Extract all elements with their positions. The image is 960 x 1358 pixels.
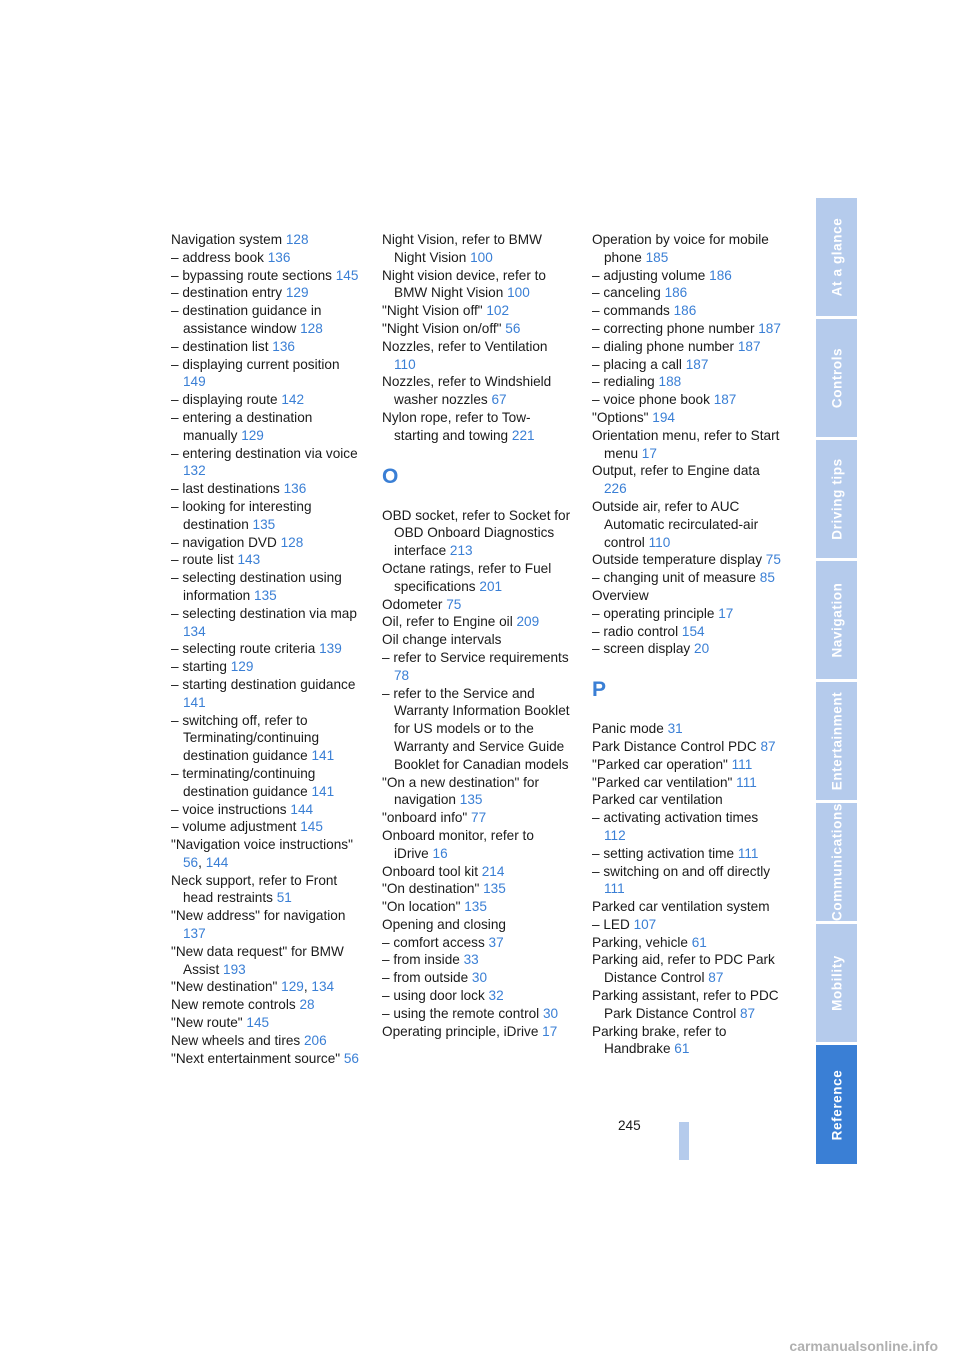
index-entry xyxy=(382,987,572,1005)
index-entry xyxy=(382,338,572,374)
page-reference-link[interactable]: 110 xyxy=(648,534,671,550)
index-entry xyxy=(171,658,361,676)
index-entry xyxy=(382,267,572,303)
page-reference-link[interactable]: 100 xyxy=(470,249,493,265)
page-reference-link[interactable]: 33 xyxy=(463,952,479,968)
index-entry xyxy=(382,774,572,810)
index-entry xyxy=(171,231,361,249)
index-entry-text: Nozzles, refer to Ventilation xyxy=(382,338,548,354)
index-entry-text: – destination guidance in assistance window xyxy=(171,303,322,336)
page-reference-link[interactable]: 61 xyxy=(674,1041,690,1057)
page-reference-link[interactable]: 186 xyxy=(664,285,688,301)
page-reference-link[interactable]: 134 xyxy=(311,979,335,995)
index-entry xyxy=(592,551,782,569)
index-entry-text: – starting destination guidance xyxy=(171,676,356,692)
index-entry-text: – operating principle xyxy=(592,605,719,621)
index-entry-text: Parked car ventilation system xyxy=(592,899,770,915)
index-entry xyxy=(382,934,572,952)
page-reference-link[interactable]: 187 xyxy=(737,338,761,354)
index-entry-text: – from inside xyxy=(382,952,464,968)
index-entry xyxy=(592,569,782,587)
page-reference-link[interactable]: 56 xyxy=(183,854,199,870)
index-entry-text: – navigation DVD xyxy=(171,534,281,550)
section-tab-label: At a glance xyxy=(829,217,844,297)
index-entry xyxy=(171,676,361,712)
index-entry-text: "On a new destination" for navigation xyxy=(382,774,540,808)
index-entry-text: "Night Vision on/off" xyxy=(382,320,506,336)
index-entry xyxy=(592,267,782,285)
section-tab-label: Communications xyxy=(829,803,844,921)
page-reference-link[interactable]: 135 xyxy=(464,899,487,915)
index-entry xyxy=(382,409,572,445)
page-reference-link[interactable]: 111 xyxy=(736,774,757,790)
index-entry-text: – from outside xyxy=(382,970,472,986)
page-number-bar xyxy=(679,1122,689,1160)
index-entry-text: Onboard tool kit xyxy=(382,863,482,879)
page-reference-link[interactable]: 209 xyxy=(516,614,540,630)
index-entry xyxy=(382,898,572,916)
index-entry xyxy=(171,978,361,996)
index-entry xyxy=(382,969,572,987)
page-reference-link[interactable]: 56 xyxy=(505,320,521,336)
section-tabs xyxy=(816,198,857,1167)
index-entry xyxy=(171,872,361,908)
page-reference-link[interactable]: 17 xyxy=(542,1023,558,1039)
page-reference-link[interactable]: 136 xyxy=(272,338,295,354)
page-reference-link[interactable]: 144 xyxy=(205,854,229,870)
page-ref-separator: , xyxy=(303,979,312,995)
index-entry xyxy=(382,649,572,685)
page-reference-link[interactable]: 110 xyxy=(394,356,416,372)
index-entry-text: – displaying route xyxy=(171,392,282,408)
index-entry-text: Nozzles, refer to Windshield washer nozzles xyxy=(382,374,552,408)
index-entry xyxy=(171,338,361,356)
page-reference-link[interactable]: 139 xyxy=(319,641,342,657)
index-entry-text: Oil, refer to Engine oil xyxy=(382,614,517,630)
page-reference-link[interactable]: 16 xyxy=(432,845,448,861)
index-entry-text: – LED xyxy=(592,916,634,932)
index-entry-text: Navigation system xyxy=(171,232,286,247)
index-entry xyxy=(592,640,782,658)
page-reference-link[interactable]: 128 xyxy=(300,320,323,336)
index-entry xyxy=(592,987,782,1023)
page-reference-link[interactable]: 145 xyxy=(335,267,359,283)
index-entry xyxy=(382,827,572,863)
index-entry xyxy=(382,507,572,560)
index-entry-text: Park Distance Control PDC xyxy=(592,738,761,754)
index-entry-text: Oil change intervals xyxy=(382,632,502,648)
page-reference-link[interactable]: 135 xyxy=(252,516,276,532)
index-entry-text: Parking brake, refer to Handbrake xyxy=(592,1023,727,1057)
page-reference-link[interactable]: 37 xyxy=(488,934,504,950)
index-entry-text: – placing a call xyxy=(592,356,686,372)
page-reference-link[interactable]: 107 xyxy=(633,916,657,932)
section-tab-label: Navigation xyxy=(829,582,844,658)
index-entry-text: "Parked car operation" xyxy=(592,756,732,772)
index-entry-text: – route list xyxy=(171,552,238,568)
section-tab-navigation[interactable] xyxy=(816,561,857,679)
page-reference-link[interactable]: 141 xyxy=(183,694,206,710)
index-entry xyxy=(171,498,361,534)
index-entry xyxy=(592,934,782,952)
index-entry xyxy=(382,302,572,320)
index-entry-text: – switching on and off directly xyxy=(592,863,771,879)
index-entry xyxy=(592,738,782,756)
page-reference-link[interactable]: 87 xyxy=(760,738,776,754)
index-entry xyxy=(382,863,572,881)
index-entry-text: – switching off, refer to Terminating/continuing destination guidance xyxy=(171,712,320,764)
index-entry xyxy=(382,631,572,649)
index-entry-text: Opening and closing xyxy=(382,916,506,932)
index-entry xyxy=(592,898,782,916)
index-entry xyxy=(592,373,782,391)
page-reference-link[interactable]: 136 xyxy=(283,481,307,497)
index-entry xyxy=(171,836,361,872)
section-tab-label: Reference xyxy=(829,1069,844,1140)
page-reference-link[interactable]: 75 xyxy=(446,596,462,612)
index-entry xyxy=(592,756,782,774)
index-entry-text: "onboard info" xyxy=(382,810,472,826)
page-reference-link[interactable]: 56 xyxy=(343,1050,359,1066)
index-entry-text: – destination entry xyxy=(171,285,286,301)
index-entry-text: – using the remote control xyxy=(382,1005,543,1021)
index-entry xyxy=(382,1005,572,1023)
page-reference-link[interactable]: 226 xyxy=(604,481,627,497)
page-reference-link[interactable]: 143 xyxy=(237,552,261,568)
page-reference-link[interactable]: 31 xyxy=(667,721,683,737)
index-entry-text: – address book xyxy=(171,249,268,265)
section-tab-communications[interactable] xyxy=(816,803,857,921)
index-column-2 xyxy=(382,231,572,1040)
page-reference-link[interactable]: 128 xyxy=(285,232,309,247)
page-reference-link[interactable]: 185 xyxy=(645,249,669,265)
page-reference-link[interactable]: 193 xyxy=(223,961,246,977)
index-entry xyxy=(382,809,572,827)
index-entry xyxy=(171,249,361,267)
page-reference-link[interactable]: 32 xyxy=(488,988,504,1004)
index-entry-text: Night vision device, refer to BMW Night Vision xyxy=(382,267,546,301)
index-entry xyxy=(592,587,782,605)
index-entry-text: Night Vision, refer to BMW Night Vision xyxy=(382,232,542,265)
page-reference-link[interactable]: 186 xyxy=(673,303,697,319)
index-entry xyxy=(171,996,361,1014)
index-entry-text: – entering a destination manually xyxy=(171,409,313,443)
index-entry-text: – entering destination via voice xyxy=(171,445,358,461)
page-reference-link[interactable]: 141 xyxy=(311,748,335,764)
page-reference-link[interactable]: 132 xyxy=(183,463,206,479)
index-entry xyxy=(171,391,361,409)
index-entry xyxy=(382,685,572,774)
page-reference-link[interactable]: 213 xyxy=(449,543,473,559)
index-entry-text: New remote controls xyxy=(171,997,300,1013)
index-entry xyxy=(592,498,782,551)
index-entry-text: "Night Vision off" xyxy=(382,303,487,319)
index-entry xyxy=(171,907,361,943)
page-reference-link[interactable]: 77 xyxy=(471,810,487,826)
page-reference-link[interactable]: 20 xyxy=(694,641,710,657)
index-entry-text: – redialing xyxy=(592,374,659,390)
index-entry xyxy=(592,462,782,498)
index-entry xyxy=(592,863,782,899)
page-reference-link[interactable]: 142 xyxy=(281,392,305,408)
index-entry-text: New wheels and tires xyxy=(171,1032,304,1048)
index-entry xyxy=(171,551,361,569)
index-entry xyxy=(171,1032,361,1050)
index-entry xyxy=(171,480,361,498)
index-entry-text: – refer to the Service and Warranty Information Booklet for US models or to the Warranty and Service Guide Booklet for Canadian models xyxy=(382,685,570,772)
page-reference-link[interactable]: 187 xyxy=(713,392,737,408)
index-entry xyxy=(171,1014,361,1032)
section-tab-label: Driving tips xyxy=(829,458,844,540)
index-entry-text: Overview xyxy=(592,587,649,603)
index-entry-text: – looking for interesting destination xyxy=(171,498,312,532)
index-entry xyxy=(382,596,572,614)
index-entry xyxy=(171,409,361,445)
index-entry-text: – selecting route criteria xyxy=(171,641,320,657)
index-entry xyxy=(592,356,782,374)
index-entry-text: – displaying current position xyxy=(171,356,340,372)
page-reference-link[interactable]: 129 xyxy=(285,285,309,301)
index-entry-text: – voice phone book xyxy=(592,392,714,408)
index-entry-text: – terminating/continuing destination guidance xyxy=(171,765,316,799)
index-entry-text: Operation by voice for mobile phone xyxy=(592,232,769,265)
page-reference-link[interactable]: 111 xyxy=(731,756,753,772)
index-entry-text: Neck support, refer to Front head restraints xyxy=(171,872,338,906)
index-entry xyxy=(171,712,361,765)
index-entry-text: Parked car ventilation xyxy=(592,792,723,808)
index-entry xyxy=(592,231,782,267)
index-entry-text: "New route" xyxy=(171,1015,247,1031)
index-entry xyxy=(171,765,361,801)
index-column-3 xyxy=(592,231,782,1058)
page-reference-link[interactable]: 141 xyxy=(311,783,335,799)
section-tab-mobility[interactable] xyxy=(816,924,857,1042)
page-reference-link[interactable]: 87 xyxy=(740,1005,756,1021)
page-reference-link[interactable]: 206 xyxy=(303,1032,327,1048)
index-entry-text: – activating activation times xyxy=(592,810,759,826)
page-reference-link[interactable]: 187 xyxy=(685,356,709,372)
page-reference-link[interactable]: 135 xyxy=(254,587,277,603)
index-entry xyxy=(382,560,572,596)
index-entry-text: Outside air, refer to AUC Automatic recirculated-air control xyxy=(592,498,759,550)
index-entry-text: "On destination" xyxy=(382,881,484,897)
page-reference-link[interactable]: 28 xyxy=(299,997,315,1013)
index-entry-text: Parking assistant, refer to PDC Park Distance Control xyxy=(592,988,779,1021)
index-entry xyxy=(171,445,361,481)
index-entry xyxy=(171,534,361,552)
index-entry xyxy=(171,302,361,338)
index-entry xyxy=(592,720,782,738)
page-reference-link[interactable]: 102 xyxy=(486,303,510,319)
index-entry-text: – setting activation time xyxy=(592,845,738,861)
page-reference-link[interactable]: 214 xyxy=(481,863,505,879)
index-entry-text: – bypassing route sections xyxy=(171,267,336,283)
index-entry-text: – changing unit of measure xyxy=(592,570,760,586)
page-reference-link[interactable]: 135 xyxy=(483,881,506,897)
index-entry xyxy=(592,774,782,792)
index-entry xyxy=(592,391,782,409)
index-entry-text: – selecting destination via map xyxy=(171,605,357,621)
index-entry-text: Orientation menu, refer to Start menu xyxy=(592,427,780,461)
index-entry xyxy=(171,640,361,658)
page-reference-link[interactable]: 111 xyxy=(604,881,625,897)
watermark: carmanualsonline.info xyxy=(789,1338,938,1354)
index-entry-text: – commands xyxy=(592,303,674,319)
index-entry-text: – adjusting volume xyxy=(592,267,710,283)
page-reference-link[interactable]: 186 xyxy=(709,267,732,283)
index-entry-text: – last destinations xyxy=(171,481,284,497)
index-entry-text: "Parked car ventilation" xyxy=(592,774,737,790)
index-entry-text: Octane ratings, refer to Fuel specifications xyxy=(382,560,552,594)
page-reference-link[interactable]: 112 xyxy=(604,827,626,843)
page-reference-link[interactable]: 78 xyxy=(394,667,410,683)
page-reference-link[interactable]: 87 xyxy=(708,970,724,986)
index-entry-text: – selecting destination using information xyxy=(171,570,342,603)
index-entry-text: Odometer xyxy=(382,596,447,612)
page-ref-separator: , xyxy=(198,854,206,870)
index-entry-text: – voice instructions xyxy=(171,801,291,817)
section-tab-label: Entertainment xyxy=(829,691,844,791)
page-reference-link[interactable]: 100 xyxy=(507,285,530,301)
index-entry xyxy=(592,320,782,338)
page-reference-link[interactable]: 145 xyxy=(300,819,323,835)
page-reference-link[interactable]: 17 xyxy=(641,445,657,461)
index-entry xyxy=(382,320,572,338)
section-tab-label: Mobility xyxy=(829,955,844,1011)
index-entry xyxy=(382,951,572,969)
page-reference-link[interactable]: 51 xyxy=(276,890,292,906)
page-reference-link[interactable]: 201 xyxy=(479,578,503,594)
page-reference-link[interactable]: 221 xyxy=(511,427,535,443)
index-entry-text: "Next entertainment source" xyxy=(171,1050,344,1066)
index-entry-text: – screen display xyxy=(592,641,695,657)
index-entry-text: – correcting phone number xyxy=(592,320,759,336)
index-entry xyxy=(592,916,782,934)
index-entry xyxy=(171,801,361,819)
index-entry xyxy=(592,809,782,845)
index-entry-text: – volume adjustment xyxy=(171,819,301,835)
page-reference-link[interactable]: 136 xyxy=(267,249,291,265)
index-entry-text: "New destination" xyxy=(171,979,282,995)
page-reference-link[interactable]: 61 xyxy=(691,934,707,950)
index-entry xyxy=(382,231,572,267)
page-reference-link[interactable]: 67 xyxy=(491,392,507,408)
index-entry xyxy=(592,427,782,463)
page-reference-link[interactable]: 134 xyxy=(183,623,206,639)
index-entry-text: – dialing phone number xyxy=(592,338,738,354)
index-entry-text: Parking aid, refer to PDC Park Distance Control xyxy=(592,952,775,986)
index-entry xyxy=(382,880,572,898)
index-entry xyxy=(382,1023,572,1041)
page-reference-link[interactable]: 144 xyxy=(290,801,314,817)
index-entry-text: Outside temperature display xyxy=(592,552,766,568)
index-entry xyxy=(171,356,361,392)
page-reference-link[interactable]: 30 xyxy=(542,1005,559,1021)
index-entry-text: "Options" xyxy=(592,409,653,425)
index-entry-text: Output, refer to Engine data xyxy=(592,463,760,479)
index-entry-text: OBD socket, refer to Socket for OBD Onboard Diagnostics interface xyxy=(382,507,571,559)
index-entry-text: Parking, vehicle xyxy=(592,934,692,950)
section-tab-reference[interactable] xyxy=(816,1045,857,1164)
page-number: 245 xyxy=(618,1118,641,1133)
section-tab-driving-tips[interactable] xyxy=(816,440,857,558)
index-entry xyxy=(592,791,782,809)
index-entry-text: "On location" xyxy=(382,899,465,915)
index-entry-text: – canceling xyxy=(592,285,665,301)
index-entry xyxy=(171,1050,361,1068)
index-entry-text: Nylon rope, refer to Tow-starting and towing xyxy=(382,409,531,443)
index-column-1 xyxy=(171,231,361,1067)
page-reference-link[interactable]: 137 xyxy=(183,926,206,942)
index-entry xyxy=(592,409,782,427)
index-entry xyxy=(592,845,782,863)
page-reference-link[interactable]: 75 xyxy=(765,552,781,568)
index-entry xyxy=(171,267,361,285)
index-entry xyxy=(171,284,361,302)
index-entry-text: – starting xyxy=(171,659,231,675)
index-entry xyxy=(592,284,782,302)
index-entry xyxy=(592,338,782,356)
page-reference-link[interactable]: 194 xyxy=(652,409,675,425)
index-entry xyxy=(592,605,782,623)
index-entry-text: – using door lock xyxy=(382,988,489,1004)
index-entry-text: "New address" for navigation xyxy=(171,908,346,924)
page-reference-link[interactable]: 149 xyxy=(183,374,206,390)
index-entry-text: Panic mode xyxy=(592,721,668,737)
index-entry xyxy=(382,613,572,631)
page-reference-link[interactable]: 129 xyxy=(230,659,254,675)
section-tab-label: Controls xyxy=(829,347,844,409)
page-reference-link[interactable]: 30 xyxy=(471,970,488,986)
index-entry-text: "Navigation voice instructions" xyxy=(171,837,353,853)
page-reference-link[interactable]: 128 xyxy=(280,534,304,550)
section-tab-entertainment[interactable] xyxy=(816,682,857,800)
page-reference-link[interactable]: 17 xyxy=(718,605,734,621)
page-reference-link[interactable]: 135 xyxy=(459,792,483,808)
index-entry xyxy=(592,302,782,320)
index-entry xyxy=(382,916,572,934)
index-entry xyxy=(382,373,572,409)
index-entry-text: Operating principle, iDrive xyxy=(382,1023,543,1039)
index-letter-heading: P xyxy=(592,678,607,702)
page-reference-link[interactable]: 129 xyxy=(281,979,304,995)
index-entry xyxy=(592,623,782,641)
index-entry xyxy=(171,818,361,836)
index-entry-text: – comfort access xyxy=(382,934,489,950)
index-entry xyxy=(592,951,782,987)
page-reference-link[interactable]: 129 xyxy=(241,427,264,443)
page-reference-link[interactable]: 188 xyxy=(658,374,682,390)
index-entry-text: "New data request" for BMW Assist xyxy=(171,943,344,977)
index-entry xyxy=(171,943,361,979)
index-entry xyxy=(171,605,361,641)
index-entry-text: – destination list xyxy=(171,338,273,354)
index-entry-text: – radio control xyxy=(592,623,682,639)
page-reference-link[interactable]: 187 xyxy=(758,320,781,336)
index-entry-text: Onboard monitor, refer to iDrive xyxy=(382,827,534,861)
section-tab-at-a-glance[interactable] xyxy=(816,198,857,316)
page-reference-link[interactable]: 145 xyxy=(246,1015,270,1031)
index-entry-text: – refer to Service requirements xyxy=(382,649,569,665)
page-reference-link[interactable]: 111 xyxy=(737,845,759,861)
index-letter-heading: O xyxy=(382,464,399,488)
index-entry xyxy=(592,1023,782,1059)
index-entry xyxy=(171,569,361,605)
page-reference-link[interactable]: 154 xyxy=(681,623,705,639)
section-tab-controls[interactable] xyxy=(816,319,857,437)
page-reference-link[interactable]: 85 xyxy=(759,570,775,586)
